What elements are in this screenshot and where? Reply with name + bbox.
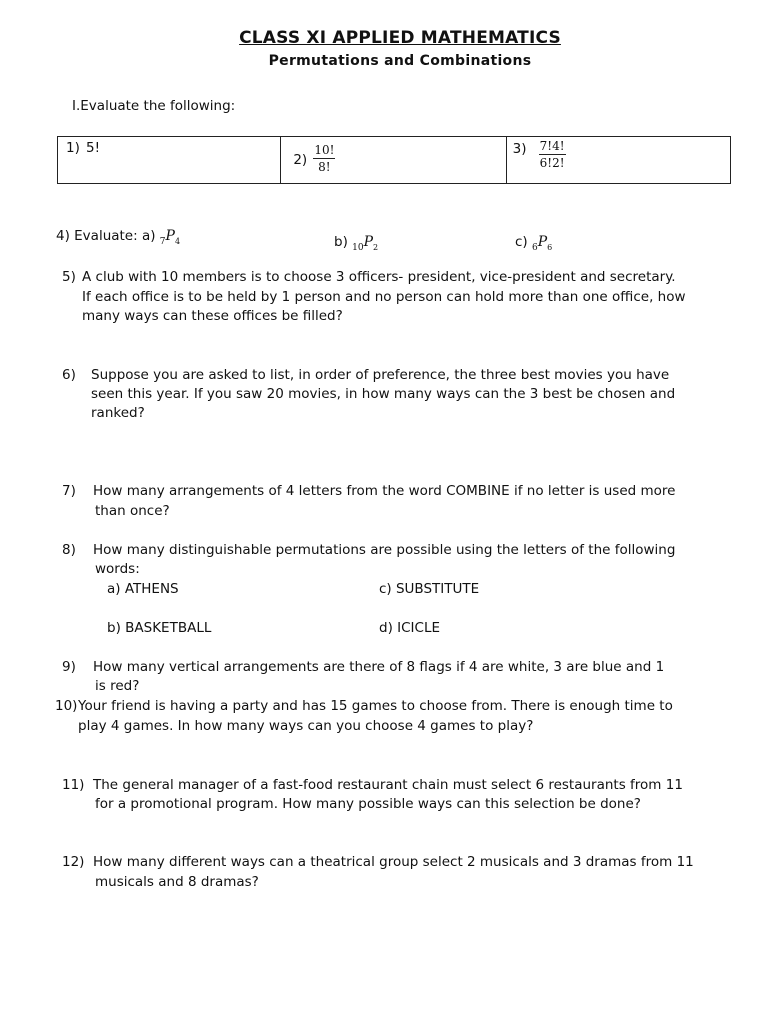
q4-c	[515, 233, 552, 254]
q4-c-expression	[532, 234, 553, 253]
q4-b-r: 2	[373, 243, 379, 252]
cell-3-denominator: 6!2!	[539, 156, 565, 170]
table-cell-2	[281, 137, 506, 183]
q7-number: 7)	[62, 483, 76, 499]
q4-b-label: b)	[334, 234, 348, 250]
cell-1-expression: 5!	[86, 140, 101, 156]
cell-2-number: 2)	[293, 152, 308, 168]
cell-2-fraction	[313, 142, 335, 175]
q4-c-n: 6	[532, 243, 538, 253]
q4-a-expression	[159, 228, 181, 247]
q4-label	[56, 227, 180, 248]
q8-number: 8)	[62, 542, 76, 558]
q4-b	[334, 233, 378, 254]
q10-number: 10)	[55, 698, 78, 714]
cell-1-number: 1)	[66, 140, 80, 156]
cell-3-numerator: 7!4!	[539, 139, 565, 153]
q4-b-n: 10	[352, 243, 364, 253]
q5-number: 5)	[62, 269, 76, 285]
page-title: CLASS XI APPLIED MATHEMATICS	[239, 28, 561, 48]
q9-line-1: How many vertical arrangements are there of 8 flags if 4 are white, 3 are blue and 1	[93, 659, 665, 675]
q10-line-2: play 4 games. In how many ways can you choose 4 games to play?	[78, 718, 534, 734]
q4-c-r: 6	[547, 243, 553, 252]
q8-option-d: d) ICICLE	[379, 620, 440, 636]
q5-line-2: If each office is to be held by 1 person and no person can hold more than one office, how	[82, 289, 686, 305]
evaluate-table	[57, 136, 731, 184]
q8-line-2: words:	[95, 561, 140, 577]
section-heading: I.Evaluate the following:	[72, 98, 236, 114]
q8-option-c: c) SUBSTITUTE	[379, 581, 480, 597]
q11-number: 11)	[62, 777, 85, 793]
q12-number: 12)	[62, 854, 85, 870]
q7-line-1: How many arrangements of 4 letters from the word COMBINE if no letter is used more	[93, 483, 676, 499]
cell-2-numerator: 10!	[314, 143, 335, 157]
q6-line-3: ranked?	[91, 405, 145, 421]
q4-a-p: P	[165, 228, 175, 244]
q4-b-expression	[352, 234, 379, 253]
q4-c-label: c)	[515, 234, 528, 250]
q8-line-1: How many distinguishable permutations are possible using the letters of the following	[93, 542, 676, 558]
table-cell-3	[507, 137, 730, 183]
page-subtitle: Permutations and Combinations	[268, 53, 532, 69]
q9-number: 9)	[62, 659, 76, 675]
q4-c-p: P	[537, 234, 548, 250]
q4-b-p: P	[363, 234, 374, 250]
cell-3-number: 3)	[512, 141, 527, 157]
q10-line-1: Your friend is having a party and has 15 games to choose from. There is enough time to	[78, 698, 673, 714]
q11-line-1: The general manager of a fast-food restaurant chain must select 6 restaurants from 11	[93, 777, 683, 793]
q7-line-2: than once?	[95, 503, 170, 519]
q6-number: 6)	[62, 367, 76, 383]
cell-2-denominator: 8!	[318, 160, 331, 174]
q5-line-3: many ways can these offices be filled?	[82, 308, 343, 324]
q6-line-2: seen this year. If you saw 20 movies, in how many ways can the 3 best be chosen and	[91, 386, 676, 402]
cell-3-fraction	[539, 138, 566, 171]
q4-prefix: 4) Evaluate: a)	[56, 228, 156, 244]
q8-option-b: b) BASKETBALL	[107, 620, 212, 636]
q8-option-a: a) ATHENS	[107, 581, 179, 597]
q12-line-2: musicals and 8 dramas?	[95, 874, 259, 890]
q4-a-n: 7	[159, 237, 166, 247]
table-cell-1	[58, 137, 281, 183]
q4-a-r: 4	[174, 237, 181, 246]
q11-line-2: for a promotional program. How many possible ways can this selection be done?	[95, 796, 641, 812]
q6-line-1: Suppose you are asked to list, in order of preference, the three best movies you have	[91, 367, 670, 383]
q9-line-2: is red?	[95, 678, 140, 694]
q5-line-1: A club with 10 members is to choose 3 officers- president, vice-president and secretary.	[82, 269, 676, 285]
q12-line-1: How many different ways can a theatrical group select 2 musicals and 3 dramas from 11	[93, 854, 694, 870]
